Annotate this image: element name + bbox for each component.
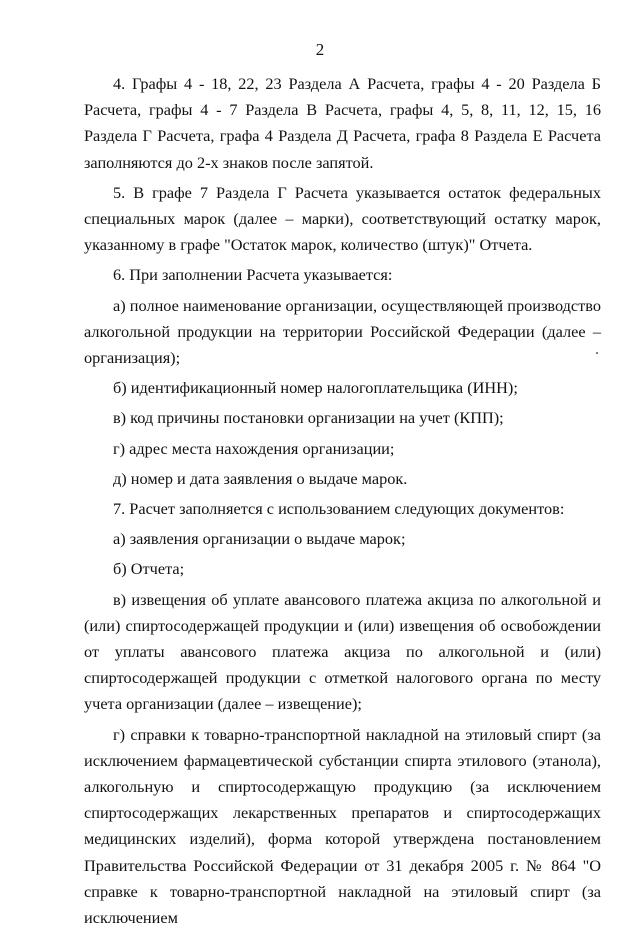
list-item-7g: г) справки к товарно-транспортной накладной на этиловый спирт (за исключением фармацевтической субстанции спирта этилового (этанола), алкогольную и спиртосодержащую продукцию (за исключением спиртосодержащих лекарственных препаратов и спиртосодержащих медицинских изделий), форма которой утверждена постановлением Правительства Российской Федерации от 31 декабря 2005 г. № 864 "О справке к товарно-транспортной накладной на этиловый спирт (за исключением (84, 724, 601, 928)
paragraph-5: 5. В графе 7 Раздела Г Расчета указывается остаток федеральных специальных марок (далее – марки), соответствующий остатку марок, указанному в графе "Остаток марок, количество (штук)" Отчета. (84, 182, 601, 255)
list-item-6v: в) код причины постановки организации на учет (КПП); (113, 408, 504, 428)
list-item-6b: б) идентификационный номер налогоплательщика (ИНН); (113, 378, 518, 398)
list-item-7v: в) извещения об уплате авансового платежа акциза по алкогольной и (или) спиртосодержащей продукции и (или) извещения об освобождении от уплаты авансового платежа акциза по алкогольной и (или) спиртосодержащей продукции с отметкой налогового органа по месту учета организации (далее – извещение); (84, 589, 601, 714)
paragraph-4: 4. Графы 4 - 18, 22, 23 Раздела А Расчета, графы 4 - 20 Раздела Б Расчета, графы 4 - 7 Раздела В Расчета, графы 4, 5, 8, 11, 12, 15, 16 Раздела Г Расчета, графа 4 Раздела Д Расчета, графа 8 Раздела Е Расчета заполняются до 2-х знаков после запятой. (84, 74, 601, 172)
list-item-6a: а) полное наименование организации, осуществляющей производство алкогольной продукции на территории Российской Федерации (далее – организация); (84, 295, 601, 368)
list-item-7a: а) заявления организации о выдаче марок; (113, 529, 406, 549)
list-item-6g: г) адрес места нахождения организации; (113, 438, 395, 458)
document-body (84, 71, 601, 931)
scan-speck (596, 352, 598, 354)
page-number: 2 (315, 40, 325, 59)
list-item-6d: д) номер и дата заявления о выдаче марок. (113, 468, 408, 488)
paragraph-6: 6. При заполнении Расчета указывается: (113, 265, 393, 285)
list-item-7b: б) Отчета; (113, 559, 185, 579)
paragraph-7: 7. Расчет заполняется с использованием следующих документов: (113, 499, 565, 519)
